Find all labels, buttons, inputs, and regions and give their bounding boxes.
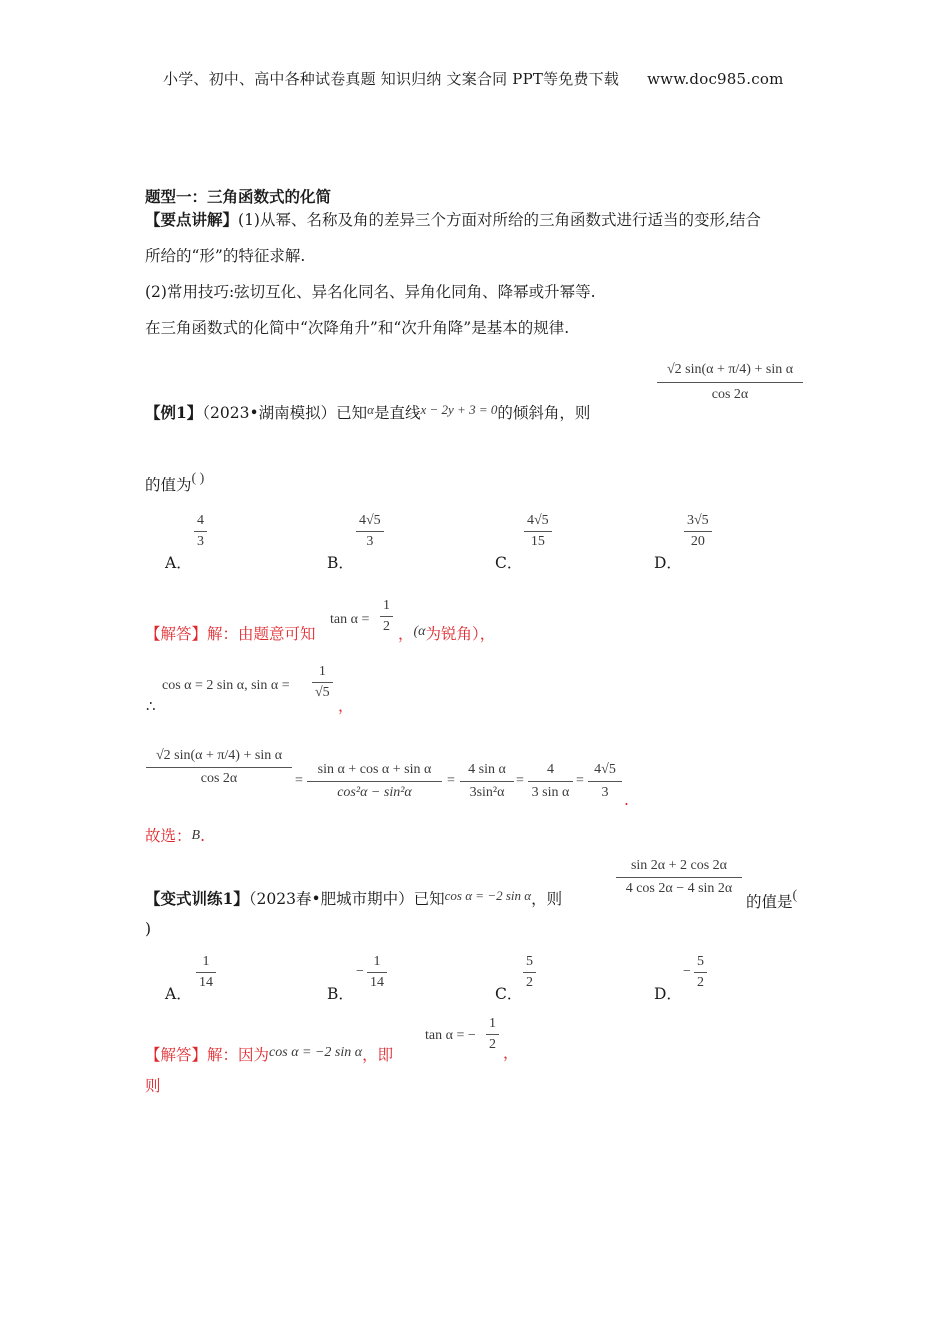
example1-step-2-fraction: $\frac{1}{√5}$	[312, 664, 333, 701]
key-points-line-4: 在三角函数式的化简中“次降角升”和“次升角降”是基本的规律.	[145, 319, 570, 337]
variant1-expr-numerator: sin 2α + 2 cos 2α	[616, 858, 742, 878]
key-points-line-3: (2)常用技巧:弦切互化、异名化同名、异角化同角、降幂或升幂等.	[145, 283, 596, 301]
key-points-line-2: 所给的“形”的特征求解.	[145, 247, 306, 265]
chain-equals-1: =	[295, 773, 303, 788]
variant1-tan-lhs: tan α = −	[425, 1028, 476, 1043]
example1-option-c-value: $\frac{4√5}{15}$	[524, 513, 552, 550]
example1-answer-blank: ( )	[191, 471, 205, 486]
example1-option-d-letter[interactable]: D．	[654, 554, 682, 572]
variant1-option-d-sign: −	[683, 964, 691, 979]
variant1-option-c-letter[interactable]: C．	[495, 985, 523, 1003]
variant1-value-is: 的值是(	[746, 888, 798, 911]
example1-solution-line-1	[145, 624, 316, 644]
variant1-expr-denominator: 4 cos 2α − 4 sin 2α	[625, 881, 733, 896]
header-site-link[interactable]: www.doc985.com	[647, 70, 784, 88]
example1-label: 【例1】	[145, 403, 203, 422]
example1-question	[145, 400, 590, 423]
variant1-solution-intro: 解：因为	[207, 1046, 270, 1064]
example1-value-is	[145, 469, 204, 495]
variant1-solution-given: cos α = −2 sin α	[269, 1045, 363, 1060]
variant1-then: 则	[145, 1077, 161, 1095]
chain-term-1: √2 sin(α + π/4) + sin α cos 2α	[146, 748, 292, 787]
example1-source: （2023•湖南模拟）已知	[202, 404, 368, 422]
example1-option-b-letter[interactable]: B．	[327, 554, 354, 572]
variant1-option-a-letter[interactable]: A．	[165, 985, 192, 1003]
key-points-text-1: (1)从幂、名称及角的差异三个方面对所给的三角函数式进行适当的变形,结合	[238, 211, 761, 229]
variant1-source: （2023春•肥城市期中）已知	[248, 890, 445, 908]
key-points-label: 【要点讲解】	[145, 210, 239, 229]
variant1-question	[145, 886, 562, 909]
example1-alpha-note: (α	[413, 624, 426, 639]
chain-equals-4: =	[576, 773, 584, 788]
variant1-solution-end: ，	[503, 1044, 519, 1062]
chain-term-3: 4 sin α 3sin²α	[460, 762, 514, 801]
variant1-expression	[616, 858, 742, 897]
example1-option-d-value: $\frac{3√5}{20}$	[684, 513, 712, 550]
example1-option-a-letter[interactable]: A．	[165, 554, 192, 572]
example1-answer: 故选：B.	[145, 827, 206, 845]
example1-tan-fraction: $\frac{1}{2}$	[380, 598, 393, 635]
example1-expr-denominator: cos 2α	[711, 387, 749, 402]
variant1-solution-line-1	[145, 1043, 393, 1065]
section-title: 题型一：三角函数式的化简	[145, 187, 332, 206]
example1-option-c-letter[interactable]: C．	[495, 554, 523, 572]
variant1-solution-ji: ，即	[362, 1046, 394, 1064]
example1-tan-lhs: tan α =	[330, 612, 370, 627]
variant1-tan-fraction: $\frac{1}{2}$	[486, 1016, 499, 1053]
variant1-option-d-value: $\frac{5}{2}$	[694, 954, 707, 991]
page-header	[163, 68, 784, 89]
header-title: 小学、初中、高中各种试卷真题 知识归纳 文案合同 PPT等免费下载	[163, 70, 620, 88]
example1-alpha: α	[367, 402, 374, 417]
variant1-option-d-letter[interactable]: D．	[654, 985, 682, 1003]
example1-answer-label: 故选：	[145, 827, 192, 845]
example1-solution-label: 【解答】	[145, 625, 208, 643]
example1-line-equation: x − 2y + 3 = 0	[420, 402, 498, 417]
example1-solution-note: ，(α为锐角），	[398, 624, 496, 643]
variant1-paren-close: )	[145, 920, 152, 938]
chain-term-2: sin α + cos α + sin α cos²α − sin²α	[307, 762, 442, 801]
example1-option-a-value: $\frac{4}{3}$	[194, 513, 207, 550]
variant1-option-b-letter[interactable]: B．	[327, 985, 354, 1003]
variant1-option-a-value: $\frac{1}{14}$	[196, 954, 216, 991]
example1-mid: 是直线	[373, 404, 421, 422]
example1-step-2-end: ，	[338, 697, 354, 715]
variant1-label: 【变式训练1】	[145, 889, 249, 908]
example1-step-2: cos α = 2 sin α, sin α =	[162, 678, 290, 693]
chain-term-5: 4√5 3	[588, 762, 622, 801]
variant1-solution-label: 【解答】	[145, 1046, 208, 1064]
key-points-line-1	[145, 210, 761, 230]
example1-expression	[657, 362, 803, 403]
therefore-symbol: ∴	[146, 699, 156, 715]
chain-equals-3: =	[516, 773, 524, 788]
example1-option-b-value: $\frac{4√5}{3}$	[356, 513, 384, 550]
variant1-option-b-value: $\frac{1}{14}$	[367, 954, 387, 991]
variant1-option-b-sign: −	[356, 964, 364, 979]
example1-answer-value: B	[191, 828, 201, 843]
example1-solution-intro: 解：由题意可知	[207, 625, 316, 643]
chain-period: .	[624, 791, 629, 809]
example1-tail: 的倾斜角，则	[497, 404, 591, 422]
chain-equals-2: =	[447, 773, 455, 788]
variant1-option-c-value: $\frac{5}{2}$	[523, 954, 536, 991]
chain-term-4: 4 3 sin α	[528, 762, 573, 801]
example1-value-text: 的值为	[145, 476, 192, 494]
variant1-given: cos α = −2 sin α	[444, 888, 532, 903]
example1-expr-numerator: √2 sin(α + π/4) + sin α	[657, 362, 803, 383]
variant1-comma: ，则	[531, 890, 563, 908]
